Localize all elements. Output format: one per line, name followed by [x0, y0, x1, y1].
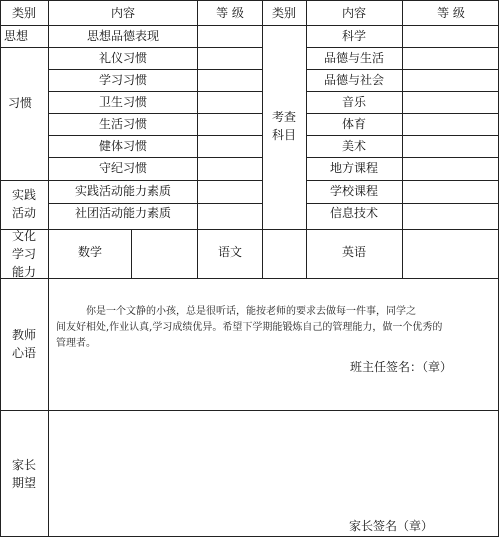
- category-shijian-huodong: 实践 活动: [11, 188, 36, 220]
- item-liyi: 礼仪习惯: [98, 51, 148, 65]
- teacher-comment-line-2: 间友好相处,作业认真,学习成绩优异。希望下学期能锻炼自己的管理能力，做一个优秀的: [56, 322, 443, 333]
- header-category: 类别: [11, 6, 37, 20]
- subject-tiyu: 体育: [341, 117, 367, 131]
- culture-shuxue: 数学: [77, 245, 103, 259]
- subject-yinyue: 音乐: [341, 95, 367, 109]
- header-content-right: 内容: [341, 6, 367, 20]
- category-wenhua-nengli: 文化 学习 能力: [11, 229, 36, 279]
- subject-pinde-shenghuo: 品德与生活: [323, 51, 385, 65]
- subject-kexue: 科学: [341, 29, 367, 43]
- category-jiaoshi-xinyu: 教师 心语: [11, 328, 36, 360]
- header-grade-right: 等 级: [437, 6, 465, 20]
- subject-pinde-shehui: 品德与社会: [323, 73, 385, 87]
- category-xiguan: 习惯: [8, 96, 33, 110]
- item-weisheng: 卫生习惯: [98, 95, 148, 109]
- category-jiazhang-qiwang: 家长 期望: [11, 458, 36, 490]
- item-shenghuo: 生活习惯: [98, 117, 148, 131]
- teacher-comment: [56, 304, 492, 352]
- subject-meishu: 美术: [341, 139, 367, 153]
- culture-yuwen: 语文: [217, 245, 243, 259]
- parent-signature: 家长签名（章）: [349, 519, 434, 533]
- item-shijian-nengli: 实践活动能力素质: [74, 184, 172, 198]
- item-sixiang-pinde: 思想品德表现: [86, 29, 160, 43]
- header-grade: 等 级: [216, 6, 244, 20]
- item-shouji: 守纪习惯: [98, 161, 148, 175]
- category-sixiang: 思想: [4, 29, 29, 43]
- subject-difang-kecheng: 地方课程: [329, 161, 379, 175]
- subject-xuexiao-kecheng: 学校课程: [329, 184, 379, 198]
- category-kaocha-kemu: 考查 科目: [271, 110, 296, 142]
- teacher-comment-line-1: 你是一个文静的小孩，总是很听话，能按老师的要求去做每一件事，同学之: [86, 306, 416, 317]
- item-xuexi: 学习习惯: [98, 73, 148, 87]
- subject-xinxi-jishu: 信息技术: [329, 206, 379, 220]
- item-shetuan-nengli: 社团活动能力素质: [74, 206, 172, 220]
- culture-yingyu: 英语: [341, 245, 367, 259]
- item-jianti: 健体习惯: [98, 139, 148, 153]
- teacher-signature: 班主任签名：（章）: [350, 360, 453, 374]
- teacher-comment-line-3: 管理者。: [56, 338, 96, 349]
- header-content: 内容: [110, 6, 136, 20]
- header-category-right: 类别: [271, 6, 297, 20]
